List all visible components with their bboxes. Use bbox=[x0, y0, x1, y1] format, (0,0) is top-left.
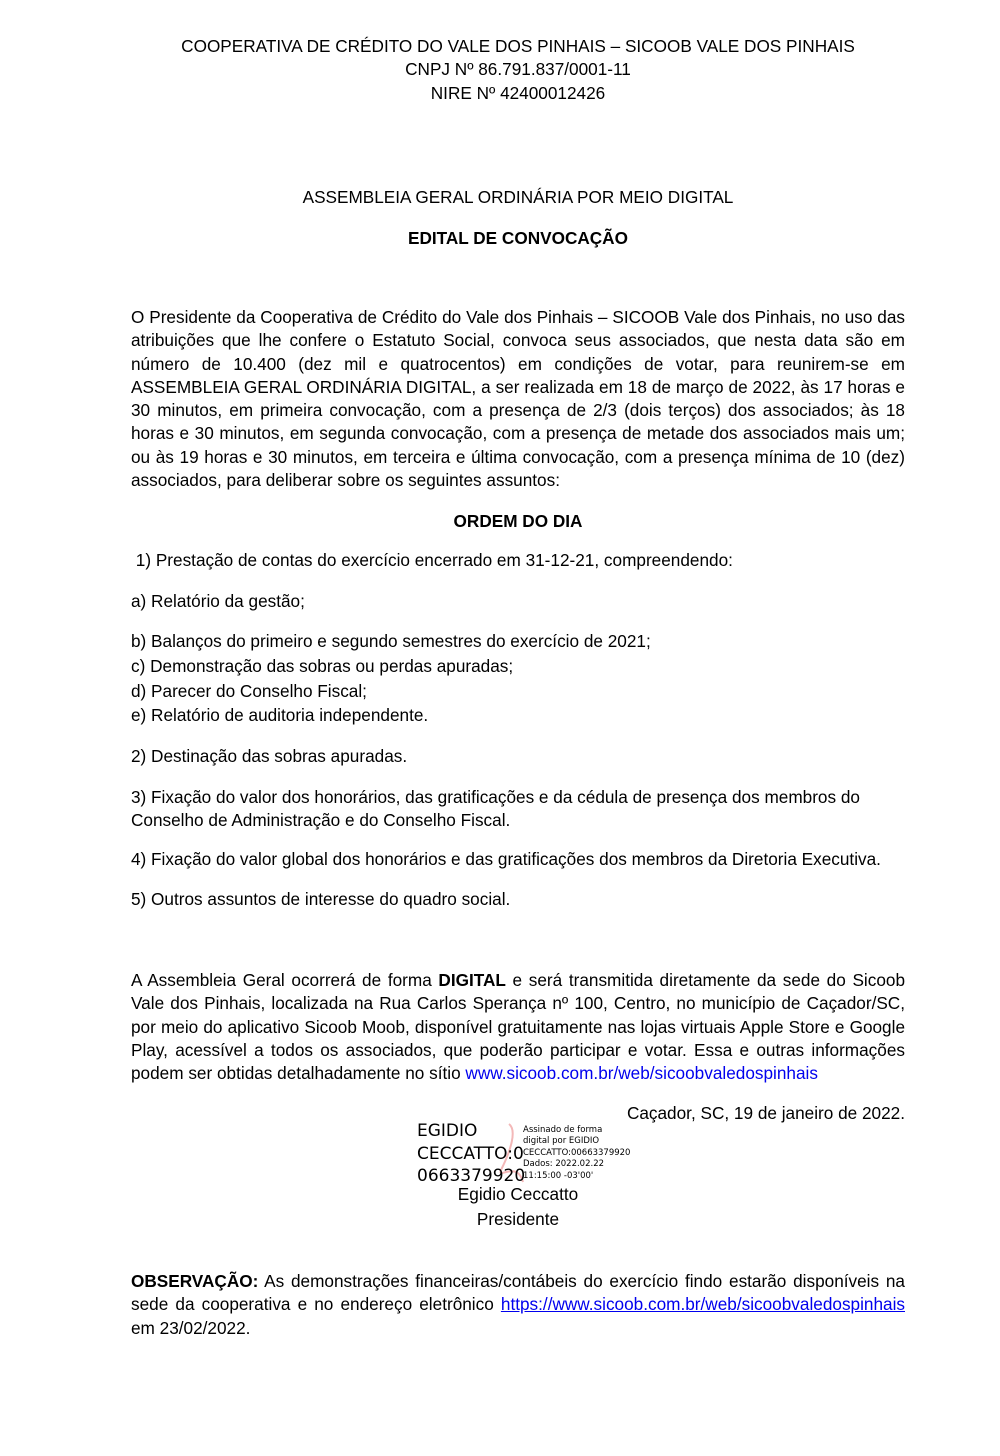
header-line: CNPJ Nº 86.791.837/0001-11 bbox=[405, 59, 631, 80]
intro-paragraph: O Presidente da Cooperativa de Crédito do Vale dos Pinhais – SICOOB Vale dos Pinhais, no uso das atribuições que lhe confere o Estatuto Social, convoca seus associados, que nesta data são em número de 10.400 (dez mil e quatrocentos) em condições de votar, para reunirem-se em ASSEMBLEIA GERAL ORDINÁRIA DIGITAL, a ser realizada em 18 de março de 2022, às 17 horas e 30 minutos, em primeira convocação, com a presença de 2/3 (dois terços) dos associados; às 18 horas e 30 minutos, em segunda convocação, com a presença de metade dos associados mais um; ou às 19 horas e 30 minutos, em terceira e última convocação, com a presença mínima de 10 (dez) associados, para deliberar sobre os seguintes assuntos: bbox=[131, 307, 905, 491]
agenda-subitem: b) Balanços do primeiro e segundo semestres do exercício de 2021; bbox=[131, 631, 651, 651]
sig-detail: CECCATTO:00663379920 bbox=[523, 1147, 631, 1158]
text-bold: DIGITAL bbox=[438, 970, 506, 990]
website-link[interactable]: www.sicoob.com.br/web/sicoobvaledospinhais bbox=[465, 1063, 818, 1084]
agenda-subitem: c) Demonstração das sobras ou perdas apuradas; bbox=[131, 655, 514, 676]
header-line: COOPERATIVA DE CRÉDITO DO VALE DOS PINHAIS – SICOOB VALE DOS PINHAIS bbox=[181, 36, 855, 56]
signer-line: CECCATTO:0 bbox=[417, 1143, 524, 1164]
place-date: Caçador, SC, 19 de janeiro de 2022. bbox=[626, 1103, 905, 1123]
sig-detail: digital por EGIDIO bbox=[523, 1136, 600, 1147]
sig-detail: Assinado de forma bbox=[523, 1125, 603, 1135]
agenda-item: 3) Fixação do valor dos honorários, das gratificações e da cédula de presença dos membros do Conselho de Administração e do Conselho Fiscal. bbox=[131, 787, 860, 831]
note-paragraph bbox=[131, 1270, 905, 1340]
sig-detail: 11:15:00 -03'00' bbox=[523, 1170, 594, 1181]
signer-name: Egidio Ceccatto bbox=[457, 1184, 579, 1204]
agenda-subitem: d) Parecer do Conselho Fiscal; bbox=[131, 680, 367, 701]
agenda-item: 2) Destinação das sobras apuradas. bbox=[131, 746, 408, 766]
agenda-subitem: a) Relatório da gestão; bbox=[131, 591, 305, 611]
sig-detail: Dados: 2022.02.22 bbox=[523, 1159, 605, 1170]
text: As demonstrações financeiras/contábeis do exercício findo estarão disponíveis na sede da cooperativa e no endereço eletrônico bbox=[131, 1271, 905, 1315]
digital-paragraph bbox=[131, 969, 905, 1085]
document-subtitle: EDITAL DE CONVOCAÇÃO bbox=[408, 228, 628, 248]
text: A Assembleia Geral ocorrerá de forma bbox=[131, 970, 439, 990]
agenda-item: 1) Prestação de contas do exercício encerrado em 31-12-21, compreendendo: bbox=[131, 550, 733, 570]
signer-line: 0663379920 bbox=[417, 1166, 526, 1186]
signer-id bbox=[417, 1120, 525, 1188]
agenda-subitems bbox=[131, 630, 905, 728]
note-label: OBSERVAÇÃO: bbox=[131, 1271, 259, 1291]
agenda-subitem: e) Relatório de auditoria independente. bbox=[131, 705, 429, 726]
signer-role: Presidente bbox=[476, 1209, 560, 1229]
text: em 23/02/2022. bbox=[131, 1317, 251, 1338]
agenda-title: ORDEM DO DIA bbox=[453, 511, 583, 531]
header-line: NIRE Nº 42400012426 bbox=[430, 82, 606, 103]
website-link[interactable]: https://www.sicoob.com.br/web/sicoobvaledospinhais bbox=[500, 1294, 905, 1315]
text: e será transmitida diretamente da sede do Sicoob Vale dos Pinhais, localizada na Rua Carlos Sperança nº 100, Centro, no município de Caçador/SC, por meio do aplicativo Sicoob Moob, disponível gratuitamente nas lojas virtuais Apple Store e Google Play, acessível a todos os associados, que poderão participar e votar. Essa e outras informações podem ser obtidas detalhadamente no sítio bbox=[131, 970, 906, 1084]
signer-line: EGIDIO bbox=[417, 1121, 478, 1141]
header bbox=[0, 35, 1000, 105]
agenda-item: 4) Fixação do valor global dos honorários e das gratificações dos membros da Diretoria Executiva. bbox=[131, 849, 881, 869]
document-title: ASSEMBLEIA GERAL ORDINÁRIA POR MEIO DIGITAL bbox=[302, 187, 734, 207]
signature-details bbox=[523, 1125, 630, 1182]
agenda-item: 5) Outros assuntos de interesse do quadro social. bbox=[131, 889, 511, 909]
